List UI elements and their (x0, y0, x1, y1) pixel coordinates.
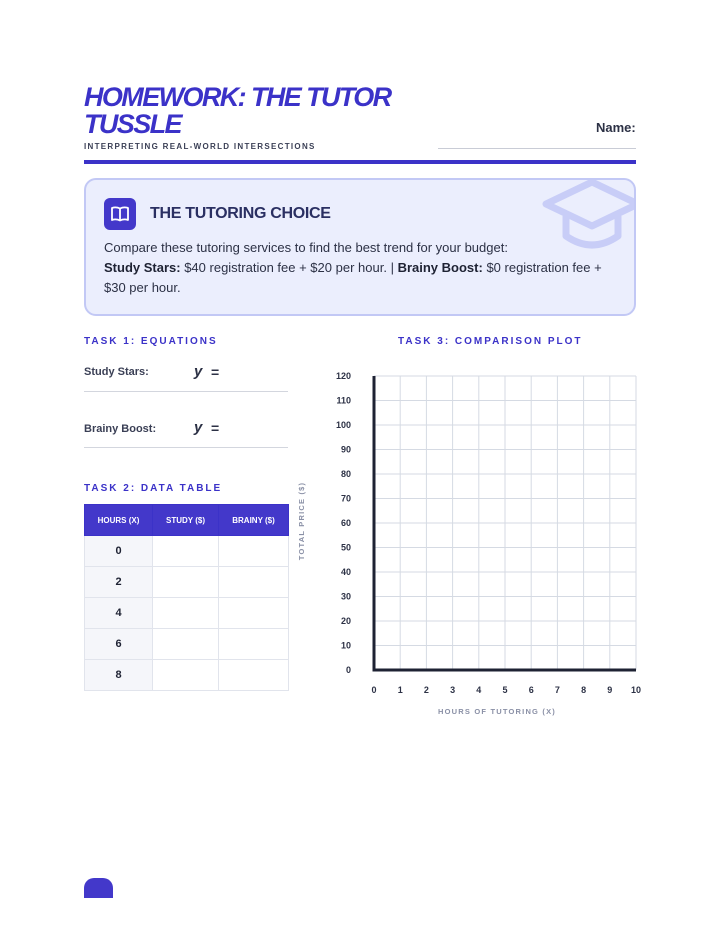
column-header-hours: HOURS (X) (85, 505, 153, 536)
hours-cell: 6 (85, 629, 153, 660)
page-title: HOMEWORK: THE TUTOR TUSSLE (84, 82, 391, 139)
task1-label: TASK 1: EQUATIONS (84, 336, 218, 347)
y-axis-title: TOTAL PRICE ($) (297, 481, 306, 561)
card-intro: Compare these tutoring services to find the best trend for your budget: (104, 240, 508, 255)
y-tick-label: 0 (345, 665, 351, 675)
brainy-boost-name: Brainy Boost: (397, 260, 483, 275)
y-tick-label: 10 (340, 640, 351, 651)
table-row (85, 536, 289, 567)
x-axis-title: HOURS OF TUTORING (X) (438, 707, 556, 716)
brainy-cell[interactable] (219, 629, 289, 660)
y-tick-label: 30 (340, 591, 351, 602)
study-cell[interactable] (153, 536, 219, 567)
y-tick-label: 20 (340, 616, 351, 626)
y-tick-label: 120 (335, 371, 351, 381)
name-field-line[interactable] (438, 148, 636, 149)
x-tick-label: 0 (371, 685, 377, 695)
x-tick-label: 5 (502, 685, 508, 695)
y-tick-label: 60 (340, 518, 351, 528)
x-tick-label: 7 (554, 685, 560, 695)
comparison-plot[interactable] (290, 360, 650, 730)
y-tick-label: 100 (335, 420, 351, 430)
y-tick-label: 80 (340, 469, 351, 479)
name-label: Name: (596, 120, 636, 135)
card-description (104, 238, 624, 298)
study-cell[interactable] (153, 629, 219, 660)
brainy-cell[interactable] (219, 536, 289, 567)
page-subtitle: INTERPRETING REAL-WORLD INTERSECTIONS (84, 142, 316, 151)
x-tick-label: 2 (423, 685, 429, 695)
study-stars-name: Study Stars: (104, 260, 181, 275)
data-table (84, 504, 289, 691)
study-cell[interactable] (153, 567, 219, 598)
hours-cell: 2 (85, 567, 153, 598)
footer-tab (84, 878, 113, 898)
equation-equals-brainy: = (211, 420, 220, 436)
service-separator: | (390, 260, 394, 275)
table-row (85, 660, 289, 691)
equation-var-brainy: y (194, 419, 203, 436)
brainy-boost-desc: $0 registration fee + $30 per hour. (104, 260, 602, 295)
brainy-cell[interactable] (219, 660, 289, 691)
equation-equals-study: = (211, 364, 220, 380)
table-row (85, 598, 289, 629)
equation-var-study: y (194, 363, 203, 380)
equation-answer-line-brainy[interactable] (84, 447, 288, 448)
hours-cell: 0 (85, 536, 153, 567)
x-tick-label: 3 (450, 685, 456, 695)
x-tick-label: 1 (397, 685, 403, 695)
hours-cell: 4 (85, 598, 153, 629)
book-icon (104, 198, 136, 230)
hours-cell: 8 (85, 660, 153, 691)
table-row (85, 629, 289, 660)
x-tick-label: 8 (581, 685, 587, 695)
card-title: THE TUTORING CHOICE (150, 205, 331, 222)
task2-label: TASK 2: DATA TABLE (84, 483, 223, 494)
table-row (85, 567, 289, 598)
header-divider (84, 160, 636, 164)
study-stars-desc: $40 registration fee + $20 per hour. (184, 260, 387, 275)
x-tick-label: 9 (607, 685, 613, 695)
study-cell[interactable] (153, 598, 219, 629)
tutoring-choice-card (84, 178, 636, 316)
y-tick-label: 90 (340, 444, 351, 455)
equation-label-study: Study Stars: (84, 366, 149, 378)
equation-label-brainy: Brainy Boost: (84, 423, 157, 435)
x-tick-label: 10 (630, 685, 642, 695)
task3-label: TASK 3: COMPARISON PLOT (398, 336, 583, 347)
y-tick-label: 110 (336, 395, 351, 406)
equation-answer-line-study[interactable] (84, 391, 288, 392)
column-header-study: STUDY ($) (153, 505, 219, 536)
x-tick-label: 6 (528, 685, 534, 695)
x-tick-label: 4 (476, 685, 482, 695)
brainy-cell[interactable] (219, 567, 289, 598)
y-tick-label: 50 (340, 542, 351, 553)
y-tick-label: 70 (340, 493, 351, 504)
y-tick-label: 40 (340, 567, 351, 577)
brainy-cell[interactable] (219, 598, 289, 629)
column-header-brainy: BRAINY ($) (219, 505, 289, 536)
study-cell[interactable] (153, 660, 219, 691)
